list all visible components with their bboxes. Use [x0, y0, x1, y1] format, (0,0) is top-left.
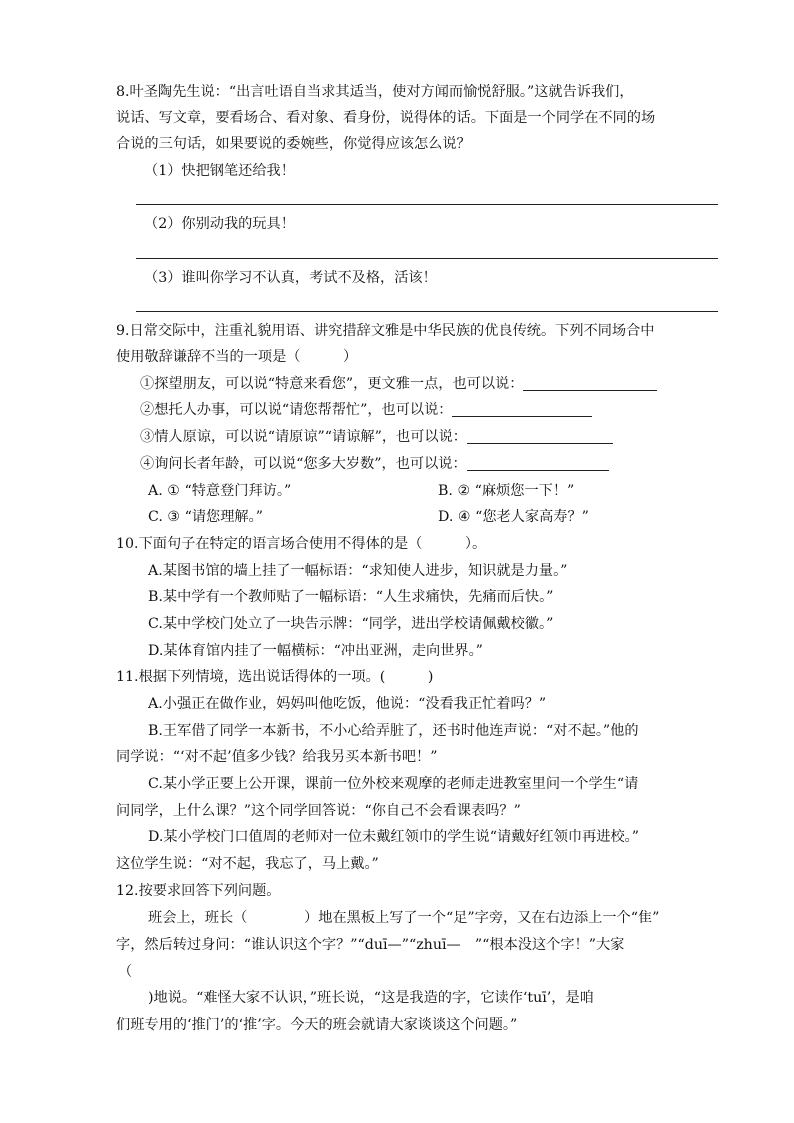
q8-stem-line-2: 说话、写文章，要看场合、看对象、看身份，说得体的话。下面是一个同学在不同的场 [116, 110, 656, 126]
q12-stem: 12.按要求回答下列问题。 [116, 883, 281, 899]
q9-item-3-blank[interactable] [467, 429, 613, 444]
q10-option-c[interactable]: C.某中学校门处立了一块告示牌：“同学，进出学校请佩戴校徽。” [148, 616, 554, 632]
q10-option-d[interactable]: D.某体育馆内挂了一幅横标：“冲出亚洲，走向世界。” [148, 643, 483, 659]
q8-item-1: （1）快把钢笔还给我！ [144, 163, 295, 179]
q8-answer-line-1[interactable] [136, 204, 718, 205]
q10-stem: 10.下面句子在特定的语言场合使用不得体的是（ ）。 [116, 536, 487, 552]
q11-option-c-line-1[interactable]: C.某小学正要上公开课，课前一位外校来观摩的老师走进教室里问一个学生“请 [148, 776, 639, 792]
q12-passage-line-1: 班会上，班长（ ）地在黑板上写了一个“足”字旁，又在右边添上一个“隹” [148, 910, 660, 926]
q11-stem: 11.根据下列情境，选出说话得体的一项。( ) [116, 669, 434, 685]
q9-item-1-blank[interactable] [523, 376, 657, 391]
q8-answer-line-3[interactable] [136, 311, 718, 312]
q11-option-b-line-1[interactable]: B.王军借了同学一本新书，不小心给弄脏了，还书时他连声说：“对不起。”他的 [148, 723, 639, 739]
q8-stem-line-3: 合说的三句话，如果要说的委婉些，你觉得应该怎么说？ [116, 136, 471, 152]
q12-passage-line-4: )地说。“难怪大家不认识，”班长说，“这是我造的字，它读作‘tuī’，是咱 [148, 990, 594, 1006]
q9-item-4-blank[interactable] [467, 456, 609, 471]
q8-item-3: （3）谁叫你学习不认真，考试不及格，活该！ [144, 270, 437, 286]
q8-stem-line-1: 8.叶圣陶先生说：“出言吐语自当求其适当，使对方闻而愉悦舒服。”这就告诉我们， [116, 84, 634, 100]
q9-stem-line-1: 9.日常交际中，注重礼貌用语、讲究措辞文雅是中华民族的优良传统。下列不同场合中 [116, 323, 655, 339]
q11-option-b-line-2: 同学说：“‘对不起’值多少钱？给我另买本新书吧！” [116, 749, 438, 765]
q10-option-b[interactable]: B.某中学有一个教师贴了一幅标语：“人生求痛快，先痛而后快。” [148, 589, 554, 605]
q8-item-2: （2）你别动我的玩具！ [144, 216, 295, 232]
q12-passage-line-5: 们班专用的‘推门’的‘推’字。今天的班会就请大家谈谈这个问题。” [116, 1017, 518, 1033]
q10-option-a[interactable]: A.某图书馆的墙上挂了一幅标语：“求知使人进步，知识就是力量。” [148, 563, 568, 579]
q9-item-1: ①探望朋友，可以说“特意来看您”，更文雅一点，也可以说： [140, 374, 657, 394]
q11-option-a[interactable]: A.小强正在做作业，妈妈叫他吃饭，他说：“没看我正忙着吗？” [148, 696, 547, 712]
q9-item-2: ②想托人办事，可以说“请您帮帮忙”，也可以说： [140, 400, 592, 420]
q9-item-3: ③情人原谅，可以说“请原谅”“请谅解”，也可以说： [140, 427, 613, 447]
q9-option-c[interactable]: C. ③ “请您理解。” [148, 509, 263, 525]
q9-option-b[interactable]: B. ② “麻烦您一下！” [438, 483, 575, 499]
q11-option-d-line-2: 这位学生说：“对不起，我忘了，马上戴。” [116, 856, 379, 872]
q9-option-a[interactable]: A. ① “特意登门拜访。” [148, 483, 292, 499]
q11-option-c-line-2: 问同学，上什么课？”这个同学回答说：“你自己不会看课表吗？” [116, 803, 521, 819]
q9-item-2-blank[interactable] [452, 402, 592, 417]
q9-option-d[interactable]: D. ④ “您老人家高寿？” [438, 509, 589, 525]
q11-option-d-line-1[interactable]: D.某小学校门口值周的老师对一位未戴红领巾的学生说“请戴好红领巾再进校。” [148, 829, 639, 845]
q9-item-4: ④询问长者年龄，可以说“您多大岁数”，也可以说： [140, 454, 609, 474]
q12-passage-line-2: 字，然后转过身问：“谁认识这个字？”“duī—”“zhuī— ”“根本没这个字！”大家 [116, 937, 625, 953]
q8-answer-line-2[interactable] [136, 258, 718, 259]
q9-stem-line-2: 使用敬辞谦辞不当的一项是（ ） [116, 349, 358, 365]
q12-passage-line-3: （ [118, 964, 133, 980]
